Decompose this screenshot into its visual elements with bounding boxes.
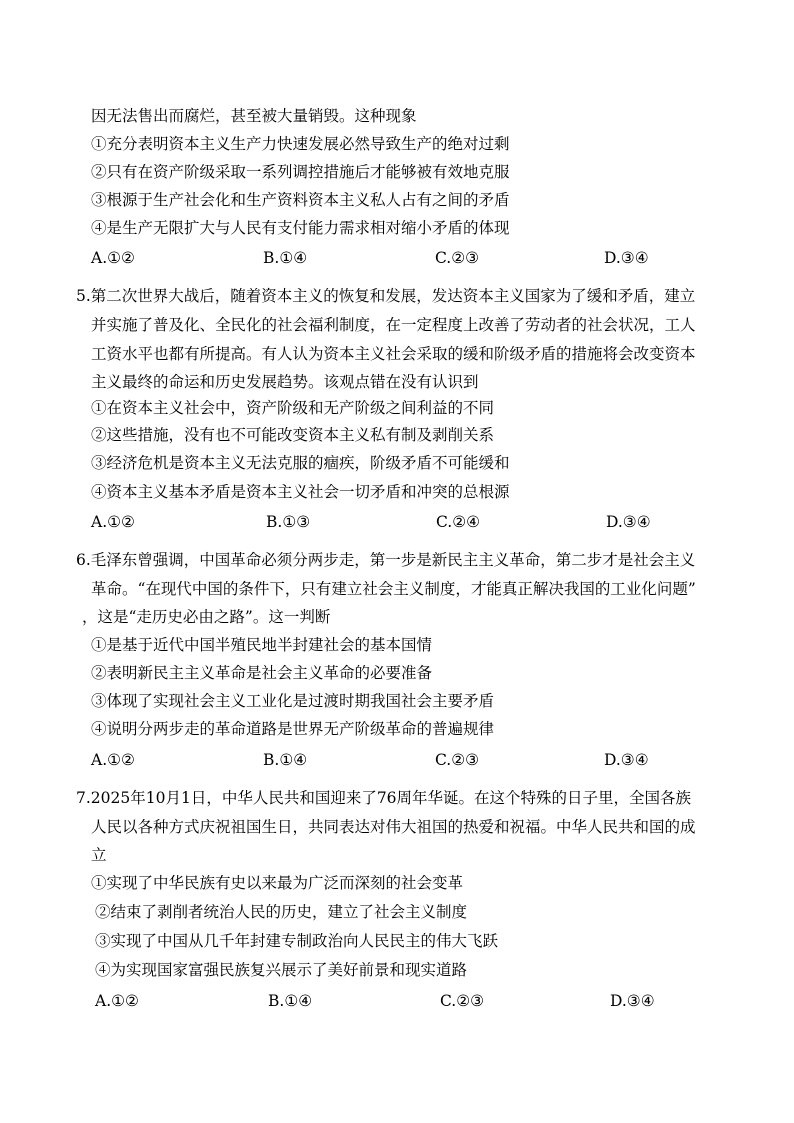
question-5-option-b: B.①③	[266, 513, 311, 531]
question-5-stem-line-1: 5.第二次世界大战后，随着资本主义的恢复和发展，发达资本主义国家为了缓和矛盾，建立	[76, 287, 696, 305]
question-5-item-2: ②这些措施，没有也不可能改变资本主义私有制及剥削关系	[91, 426, 495, 444]
question-4-option-c: C.②③	[435, 249, 480, 267]
question-6-item-1: ①是基于近代中国半殖民地半封建社会的基本国情	[91, 636, 433, 654]
question-5-stem-line-2: 并实施了普及化、全民化的社会福利制度，在一定程度上改善了劳动者的社会状况，工人	[91, 316, 696, 334]
question-5-stem-line-3: 工资水平也都有所提高。有人认为资本主义社会采取的缓和阶级矛盾的措施将会改变资本	[91, 345, 696, 363]
question-7-stem-line-1: 7.2025年10月1日，中华人民共和国迎来了76周年华诞。在这个特殊的日子里，全国各族	[76, 789, 692, 807]
question-6-item-2: ②表明新民主主义革命是社会主义革命的必要准备	[91, 664, 433, 682]
question-7-item-1: ①实现了中华民族有史以来最为广泛而深刻的社会变革	[91, 874, 464, 892]
question-5-option-d: D.③④	[606, 513, 651, 531]
question-5-item-3: ③经济危机是资本主义无法克服的痼疾，阶级矛盾不可能缓和	[91, 454, 510, 472]
question-7-stem-line-2: 人民以各种方式庆祝祖国生日，共同表达对伟大祖国的热爱和祝福。中华人民共和国的成	[91, 818, 696, 836]
question-4-item-1: ①充分表明资本主义生产力快速发展必然导致生产的绝对过剩	[91, 135, 510, 153]
question-6-option-c: C.②③	[435, 751, 480, 769]
question-5-option-c: C.②④	[436, 513, 481, 531]
question-5-item-4: ④资本主义基本矛盾是资本主义社会一切矛盾和冲突的总根源	[91, 483, 510, 501]
question-6-item-3: ③体现了实现社会主义工业化是过渡时期我国社会主要矛盾	[91, 692, 495, 710]
question-5-option-a: A.①②	[91, 513, 135, 531]
question-4-stem-tail: 因无法售出而腐烂，甚至被大量销毁。这种现象	[91, 107, 417, 125]
question-7-option-c: C.②③	[440, 992, 485, 1010]
question-4-item-3: ③根源于生产社会化和生产资料资本主义私人占有之间的矛盾	[91, 191, 510, 209]
question-4-item-4: ④是生产无限扩大与人民有支付能力需求相对缩小矛盾的体现	[91, 219, 510, 237]
question-4-option-b: B.①④	[263, 249, 308, 267]
question-6-option-b: B.①④	[263, 751, 308, 769]
question-7-item-2: ②结束了剥削者统治人民的历史，建立了社会主义制度	[95, 903, 468, 921]
question-6-item-4: ④说明分两步走的革命道路是世界无产阶级革命的普遍规律	[91, 720, 495, 738]
question-7-option-a: A.①②	[95, 992, 139, 1010]
question-6-stem-line-3: ，这是“走历史必由之路”。这一判断	[82, 608, 331, 626]
question-6-option-d: D.③④	[604, 751, 649, 769]
question-7-option-d: D.③④	[610, 992, 655, 1010]
question-7-option-b: B.①④	[268, 992, 313, 1010]
question-6-stem-line-2: 革命。“在现代中国的条件下，只有建立社会主义制度，才能真正解决我国的工业化问题”	[91, 580, 696, 598]
question-7-item-3: ③实现了中国从几千年封建专制政治向人民民主的伟大飞跃	[95, 932, 499, 950]
question-7-stem-line-3: 立	[91, 846, 107, 864]
question-6-stem-line-1: 6.毛泽东曾强调，中国革命必须分两步走，第一步是新民主主义革命，第二步才是社会主义	[76, 551, 696, 569]
question-4-option-a: A.①②	[91, 249, 135, 267]
question-7-item-4: ④为实现国家富强民族复兴展示了美好前景和现实道路	[95, 961, 468, 979]
question-4-item-2: ②只有在资产阶级采取一系列调控措施后才能够被有效地克服	[91, 163, 510, 181]
question-5-item-1: ①在资本主义社会中，资产阶级和无产阶级之间利益的不同	[91, 399, 495, 417]
question-5-stem-line-4: 主义最终的命运和历史发展趋势。该观点错在没有认识到	[91, 373, 479, 391]
question-4-option-d: D.③④	[604, 249, 649, 267]
question-6-option-a: A.①②	[91, 751, 135, 769]
